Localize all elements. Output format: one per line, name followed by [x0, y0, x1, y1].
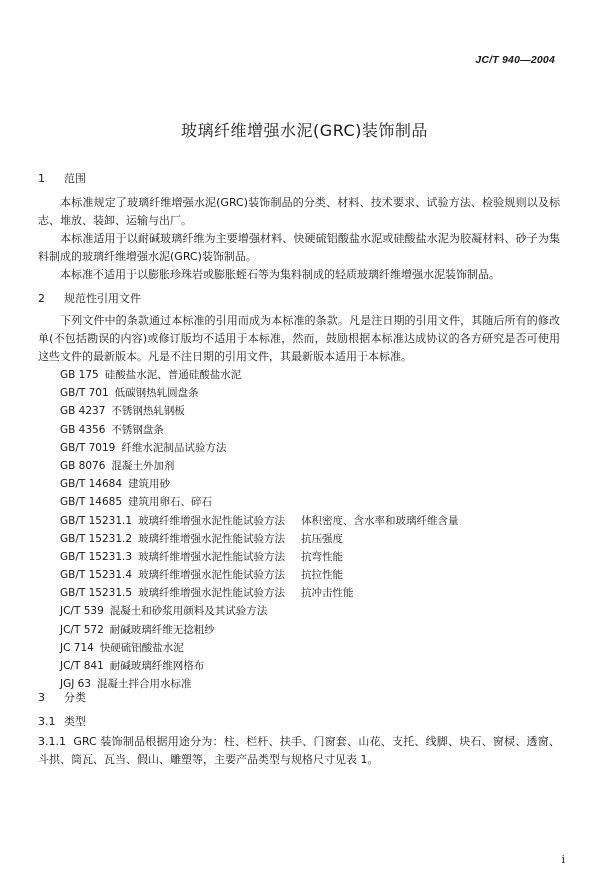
clause-text: GRC 装饰制品根据用途分为：柱、栏杆、扶手、门窗套、山花、支托、线脚、块石、窗棂、透窗、斗拱、筒瓦、瓦当、假山、雕塑等，主要产品类型与规格尺寸见表 1。	[38, 735, 560, 766]
section-2-intro: 下列文件中的条款通过本标准的引用而成为本标准的条款。凡是注日期的引用文件，其随后所有的修改单(不包括勘误的内容)或修订版均不适用于本标准，然而，鼓励根据本标准达成协议的各方研究是否可使用这些文件的最新版本。凡是不注日期的引用文件，其最新版本适用于本标准。	[38, 314, 560, 363]
standard-number: JC/T 940—2004	[475, 54, 555, 66]
subsection-number: 3.1	[38, 715, 56, 728]
document-title: 玻璃纤维增强水泥(GRC)装饰制品	[181, 121, 428, 140]
subsection-title: 类型	[64, 715, 86, 728]
reference-item: GB/T 15231.3 玻璃纤维增强水泥性能试验方法 抗弯性能	[60, 550, 344, 563]
reference-item: GB 4237 不锈钢热轧钢板	[60, 405, 185, 418]
reference-item: GB/T 15231.5 玻璃纤维增强水泥性能试验方法 抗冲击性能	[60, 587, 354, 600]
section-title: 范围	[64, 172, 86, 185]
section-1-paragraph-3: 本标准不适用于以膨胀珍珠岩或膨胀蛭石等为集料制成的轻质玻璃纤维增强水泥装饰制品。	[60, 268, 500, 281]
reference-item: GB 175 硅酸盐水泥、普通硅酸盐水泥	[60, 369, 242, 381]
reference-item: JC/T 539 混凝土和砂浆用颜料及其试验方法	[60, 605, 268, 618]
page-number: i	[561, 853, 565, 866]
reference-item: GB/T 15231.4 玻璃纤维增强水泥性能试验方法 抗拉性能	[60, 569, 344, 582]
subsection-3-1-heading	[38, 715, 86, 729]
reference-item: GB/T 7019 纤维水泥制品试验方法	[60, 441, 227, 454]
reference-list	[60, 366, 459, 693]
reference-item: JC 714 快硬硫铝酸盐水泥	[60, 641, 184, 654]
section-1-paragraph-1: 本标准规定了玻璃纤维增强水泥(GRC)装饰制品的分类、材料、技术要求、试验方法、检验规则以及标志、堆放、装卸、运输与出厂。	[38, 196, 560, 227]
reference-item: GB 8076 混凝土外加剂	[60, 459, 175, 472]
section-number: 1	[38, 172, 45, 185]
section-2-heading	[38, 292, 141, 306]
section-number: 2	[38, 292, 45, 305]
reference-item: GB/T 701 低碳钢热轧圆盘条	[60, 387, 199, 400]
section-1-heading	[38, 172, 86, 186]
reference-item: GB/T 15231.2 玻璃纤维增强水泥性能试验方法 抗压强度	[60, 532, 344, 545]
reference-item: GB/T 14684 建筑用砂	[60, 478, 171, 491]
section-title: 分类	[64, 691, 86, 704]
reference-item: JC/T 841 耐碱玻璃纤维网格布	[60, 660, 205, 672]
section-title: 规范性引用文件	[64, 292, 141, 305]
reference-item: JC/T 572 耐碱玻璃纤维无捻粗纱	[60, 623, 215, 636]
section-1-paragraph-2: 本标准适用于以耐碱玻璃纤维为主要增强材料、快硬硫铝酸盐水泥或硅酸盐水泥为胶凝材料、砂子为集料制成的玻璃纤维增强水泥(GRC)装饰制品。	[38, 232, 560, 263]
clause-3-1-1	[38, 733, 560, 769]
section-3-heading	[38, 691, 86, 705]
reference-item: JGJ 63 混凝土拌合用水标准	[60, 678, 192, 691]
clause-number: 3.1.1	[38, 735, 66, 748]
reference-item: GB 4356 不锈钢盘条	[60, 423, 164, 436]
reference-item: GB/T 14685 建筑用卵石、碎石	[60, 496, 213, 509]
section-number: 3	[38, 691, 45, 704]
reference-item: GB/T 15231.1 玻璃纤维增强水泥性能试验方法 体积密度、含水率和玻璃纤维含量	[60, 514, 459, 527]
